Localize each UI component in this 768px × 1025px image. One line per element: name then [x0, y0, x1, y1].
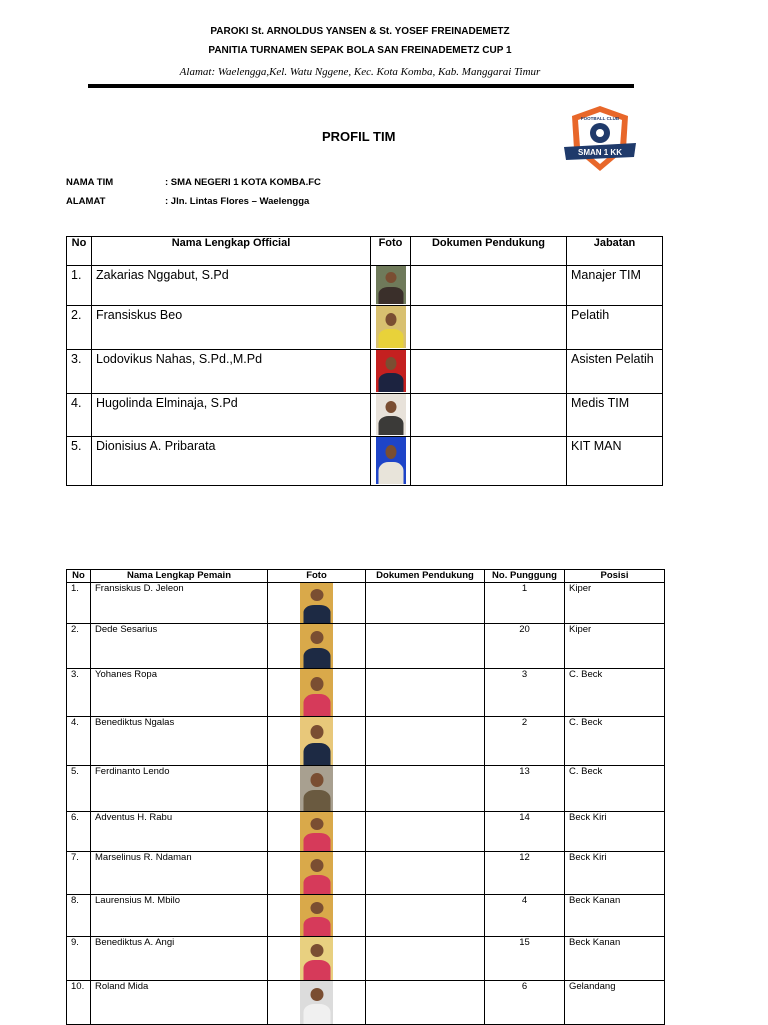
player-row: [67, 852, 665, 895]
official-photo: [376, 350, 406, 392]
player-name: Marselinus R. Ndaman: [91, 852, 268, 895]
player-name: Ferdinanto Lendo: [91, 766, 268, 812]
player-row: [67, 669, 665, 717]
player-row: [67, 766, 665, 812]
player-position: C. Beck: [565, 717, 665, 766]
team-logo: [560, 103, 640, 175]
player-name: Fransiskus D. Jeleon: [91, 583, 268, 624]
player-documents: [366, 766, 485, 812]
players-col-documents: Dokumen Pendukung: [366, 570, 485, 583]
player-documents: [366, 812, 485, 852]
official-photo-cell: [371, 306, 411, 350]
player-documents: [366, 669, 485, 717]
player-photo-cell: [268, 981, 366, 1025]
player-position: Kiper: [565, 583, 665, 624]
officials-col-no: No: [67, 237, 92, 266]
player-number: 14: [485, 812, 565, 852]
official-photo-cell: [371, 437, 411, 486]
official-row: [67, 350, 663, 394]
player-documents: [366, 583, 485, 624]
player-no: 7.: [67, 852, 91, 895]
official-name: Dionisius A. Pribarata: [92, 437, 371, 486]
player-no: 1.: [67, 583, 91, 624]
official-documents: [411, 350, 567, 394]
player-documents: [366, 624, 485, 669]
official-no: 5.: [67, 437, 92, 486]
header-address: Alamat: Waelengga,Kel. Watu Nggene, Kec. Kota Komba, Kab. Manggarai Timur: [179, 66, 541, 78]
team-name-label: NAMA TIM: [66, 177, 114, 188]
player-position: Beck Kanan: [565, 937, 665, 981]
official-photo: [376, 266, 406, 304]
official-role: Manajer TIM: [567, 266, 663, 306]
official-no: 3.: [67, 350, 92, 394]
player-no: 3.: [67, 669, 91, 717]
player-no: 5.: [67, 766, 91, 812]
player-position: Beck Kiri: [565, 812, 665, 852]
official-no: 4.: [67, 394, 92, 437]
official-no: 1.: [67, 266, 92, 306]
officials-table: [66, 236, 663, 486]
player-photo-cell: [268, 937, 366, 981]
official-role: Pelatih: [567, 306, 663, 350]
players-col-number: No. Punggung: [485, 570, 565, 583]
player-number: 13: [485, 766, 565, 812]
players-col-photo: Foto: [268, 570, 366, 583]
official-name: Lodovikus Nahas, S.Pd.,M.Pd: [92, 350, 371, 394]
player-photo-cell: [268, 583, 366, 624]
player-photo-cell: [268, 812, 366, 852]
header-divider: [88, 84, 634, 88]
players-table: [66, 569, 665, 1025]
player-name: Roland Mida: [91, 981, 268, 1025]
official-name: Fransiskus Beo: [92, 306, 371, 350]
player-photo: [300, 895, 333, 936]
official-row: [67, 394, 663, 437]
player-no: 8.: [67, 895, 91, 937]
player-photo-cell: [268, 895, 366, 937]
player-name: Laurensius M. Mbilo: [91, 895, 268, 937]
player-number: 15: [485, 937, 565, 981]
official-photo-cell: [371, 394, 411, 437]
player-name: Yohanes Ropa: [91, 669, 268, 717]
player-no: 6.: [67, 812, 91, 852]
player-position: Kiper: [565, 624, 665, 669]
team-address-value: : Jln. Lintas Flores – Waelengga: [165, 196, 310, 207]
player-documents: [366, 895, 485, 937]
player-number: 6: [485, 981, 565, 1025]
team-address-label: ALAMAT: [66, 196, 106, 207]
player-number: 12: [485, 852, 565, 895]
player-documents: [366, 852, 485, 895]
official-role: Medis TIM: [567, 394, 663, 437]
player-documents: [366, 717, 485, 766]
player-photo-cell: [268, 766, 366, 812]
player-photo: [300, 812, 333, 851]
player-row: [67, 812, 665, 852]
player-number: 3: [485, 669, 565, 717]
player-photo-cell: [268, 852, 366, 895]
official-row: [67, 306, 663, 350]
logo-top-text: FOOTBALL CLUB: [580, 116, 620, 121]
official-photo-cell: [371, 266, 411, 306]
official-name: Hugolinda Elminaja, S.Pd: [92, 394, 371, 437]
player-photo: [300, 669, 333, 716]
official-name: Zakarias Nggabut, S.Pd: [92, 266, 371, 306]
official-photo: [376, 437, 406, 484]
player-position: Beck Kiri: [565, 852, 665, 895]
player-photo: [300, 624, 333, 668]
player-photo: [300, 852, 333, 894]
official-photo-cell: [371, 350, 411, 394]
player-position: Beck Kanan: [565, 895, 665, 937]
player-documents: [366, 937, 485, 981]
official-documents: [411, 394, 567, 437]
player-name: Benediktus A. Angi: [91, 937, 268, 981]
player-name: Dede Sesarius: [91, 624, 268, 669]
player-photo-cell: [268, 669, 366, 717]
player-name: Adventus H. Rabu: [91, 812, 268, 852]
player-no: 10.: [67, 981, 91, 1025]
official-documents: [411, 306, 567, 350]
player-row: [67, 937, 665, 981]
officials-col-name: Nama Lengkap Official: [92, 237, 371, 266]
player-photo: [300, 583, 333, 623]
player-row: [67, 583, 665, 624]
player-no: 4.: [67, 717, 91, 766]
player-photo-cell: [268, 624, 366, 669]
player-position: Gelandang: [565, 981, 665, 1025]
official-row: [67, 266, 663, 306]
player-photo: [300, 937, 333, 980]
players-col-no: No: [67, 570, 91, 583]
page-title: PROFIL TIM: [322, 129, 396, 144]
player-row: [67, 624, 665, 669]
player-photo: [300, 717, 333, 765]
player-photo: [300, 981, 333, 1024]
player-number: 2: [485, 717, 565, 766]
player-photo-cell: [268, 717, 366, 766]
team-name-value: : SMA NEGERI 1 KOTA KOMBA.FC: [165, 177, 321, 188]
official-no: 2.: [67, 306, 92, 350]
official-photo: [376, 306, 406, 348]
players-header-row: [67, 570, 665, 583]
player-position: C. Beck: [565, 669, 665, 717]
officials-header-row: [67, 237, 663, 266]
player-row: [67, 981, 665, 1025]
player-photo: [300, 766, 333, 811]
logo-banner-text: SMAN 1 KK: [577, 148, 623, 157]
players-col-position: Posisi: [565, 570, 665, 583]
official-role: KIT MAN: [567, 437, 663, 486]
players-col-name: Nama Lengkap Pemain: [91, 570, 268, 583]
official-role: Asisten Pelatih: [567, 350, 663, 394]
player-documents: [366, 981, 485, 1025]
player-number: 1: [485, 583, 565, 624]
player-position: C. Beck: [565, 766, 665, 812]
player-number: 4: [485, 895, 565, 937]
official-row: [67, 437, 663, 486]
official-documents: [411, 437, 567, 486]
player-no: 9.: [67, 937, 91, 981]
player-row: [67, 717, 665, 766]
player-name: Benediktus Ngalas: [91, 717, 268, 766]
header-line-2: PANITIA TURNAMEN SEPAK BOLA SAN FREINADEMETZ CUP 1: [208, 45, 512, 56]
officials-col-documents: Dokumen Pendukung: [411, 237, 567, 266]
official-documents: [411, 266, 567, 306]
player-no: 2.: [67, 624, 91, 669]
header-line-1: PAROKI St. ARNOLDUS YANSEN & St. YOSEF FREINADEMETZ: [210, 26, 510, 37]
player-row: [67, 895, 665, 937]
official-photo: [376, 394, 406, 435]
officials-col-role: Jabatan: [567, 237, 663, 266]
officials-col-photo: Foto: [371, 237, 411, 266]
player-number: 20: [485, 624, 565, 669]
